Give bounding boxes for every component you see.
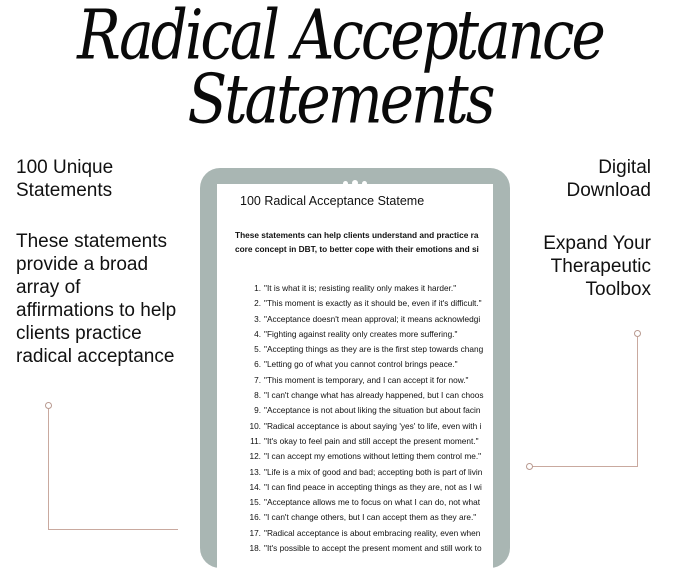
tablet-screen bbox=[217, 184, 493, 568]
decor-dot bbox=[45, 402, 52, 409]
statement-text: "I can't change what has already happened, but I can choos bbox=[264, 390, 484, 401]
statement-text: "It is what it is; resisting reality only makes it harder." bbox=[264, 283, 457, 293]
statement-item bbox=[237, 465, 483, 480]
title-line-2: Statements bbox=[187, 58, 493, 140]
right-tagline bbox=[543, 232, 651, 301]
statement-item bbox=[237, 357, 483, 372]
right-tagline-line: Toolbox bbox=[585, 279, 651, 300]
statement-item bbox=[237, 480, 483, 495]
decor-line bbox=[48, 409, 49, 529]
statement-text: "Acceptance doesn't mean approval; it means acknowledgi bbox=[264, 313, 481, 324]
statement-item bbox=[237, 510, 483, 525]
statement-text: "Letting go of what you cannot control brings peace." bbox=[264, 359, 458, 370]
statement-item bbox=[237, 541, 483, 556]
decor-dot bbox=[634, 330, 641, 337]
statement-text: "Fighting against reality only creates more suffering." bbox=[264, 328, 458, 339]
right-heading-line: Download bbox=[566, 180, 651, 201]
statement-text: "This moment is exactly as it should be, even if it's difficult." bbox=[264, 298, 482, 309]
statement-text: "Acceptance is not about liking the situation but about facin bbox=[264, 405, 481, 416]
statement-number: 3. bbox=[254, 313, 261, 324]
statement-number: 8. bbox=[254, 390, 261, 401]
statement-item bbox=[237, 526, 483, 541]
statement-number: 1. bbox=[254, 283, 261, 293]
statement-number: 15. bbox=[249, 497, 261, 508]
statement-number: 4. bbox=[254, 328, 261, 339]
decor-line bbox=[48, 529, 178, 530]
statement-item bbox=[237, 327, 483, 342]
left-heading bbox=[16, 156, 113, 202]
statement-text: "I can accept my emotions without letting them control me." bbox=[264, 451, 482, 462]
statement-number: 7. bbox=[254, 374, 261, 385]
decor-line bbox=[637, 337, 638, 466]
statement-text: "Life is a mix of good and bad; accepting both is part of livin bbox=[264, 466, 483, 477]
statement-number: 10. bbox=[249, 420, 261, 431]
left-description-line: These statements bbox=[16, 231, 168, 252]
statement-text: "It's okay to feel pain and still accept the present moment." bbox=[264, 435, 479, 446]
left-heading-line: 100 Unique bbox=[16, 157, 114, 178]
statement-text: "I can find peace in accepting things as they are, not as I wi bbox=[264, 481, 482, 492]
decor-dot bbox=[526, 463, 533, 470]
document-intro-line: These statements can help clients understand and practice ra bbox=[235, 230, 479, 240]
statement-item bbox=[237, 342, 483, 357]
statement-item bbox=[237, 403, 483, 418]
left-description-line: provide a broad bbox=[16, 254, 149, 275]
right-heading-line: Digital bbox=[598, 157, 651, 178]
statement-text: "This moment is temporary, and I can accept it for now." bbox=[264, 374, 469, 385]
right-tagline-line: Expand Your bbox=[543, 233, 651, 254]
document-intro bbox=[235, 228, 479, 256]
statement-item bbox=[237, 312, 483, 327]
statement-item bbox=[237, 434, 483, 449]
statement-number: 16. bbox=[249, 512, 261, 523]
left-heading-line: Statements bbox=[16, 180, 113, 201]
statement-number: 17. bbox=[249, 527, 261, 538]
statement-number: 9. bbox=[254, 405, 261, 416]
statement-item bbox=[237, 296, 483, 311]
decor-line bbox=[532, 466, 638, 467]
left-description-line: affirmations to help bbox=[16, 300, 177, 321]
statement-item bbox=[237, 495, 483, 510]
statement-text: "Radical acceptance is about saying 'yes' to life, even with i bbox=[264, 420, 482, 431]
statement-number: 13. bbox=[249, 466, 261, 477]
document-intro-line: core concept in DBT, to better cope with their emotions and si bbox=[235, 244, 479, 254]
statement-text: "It's possible to accept the present moment and still work to bbox=[264, 543, 482, 554]
statement-number: 2. bbox=[254, 298, 261, 309]
right-tagline-line: Therapeutic bbox=[550, 256, 651, 277]
statement-number: 6. bbox=[254, 359, 261, 370]
statement-number: 11. bbox=[250, 435, 261, 446]
statement-number: 18. bbox=[249, 543, 261, 554]
statement-number: 5. bbox=[254, 344, 261, 355]
left-description-line: radical acceptance bbox=[16, 346, 175, 367]
right-heading bbox=[567, 156, 652, 202]
statement-text: "Acceptance allows me to focus on what I can do, not what bbox=[264, 497, 481, 508]
left-description bbox=[16, 230, 176, 368]
statement-text: "Radical acceptance is about embracing reality, even when bbox=[264, 527, 481, 538]
statement-item bbox=[237, 419, 483, 434]
statement-item bbox=[237, 388, 483, 403]
statement-text: "Accepting things as they are is the first step towards chang bbox=[264, 344, 484, 355]
statement-number: 14. bbox=[249, 481, 261, 492]
statement-text: "I can't change others, but I can accept them as they are." bbox=[264, 512, 477, 523]
title-line-1: Radical Acceptance bbox=[77, 0, 603, 76]
document-title: 100 Radical Acceptance Stateme bbox=[240, 194, 425, 208]
left-description-line: array of bbox=[16, 277, 81, 298]
left-description-line: clients practice bbox=[16, 323, 142, 344]
statement-number: 12. bbox=[249, 451, 261, 462]
statement-list bbox=[237, 281, 483, 556]
statement-item bbox=[237, 373, 483, 388]
statement-item bbox=[237, 449, 483, 464]
tablet-frame bbox=[200, 168, 510, 568]
statement-item bbox=[237, 281, 483, 296]
